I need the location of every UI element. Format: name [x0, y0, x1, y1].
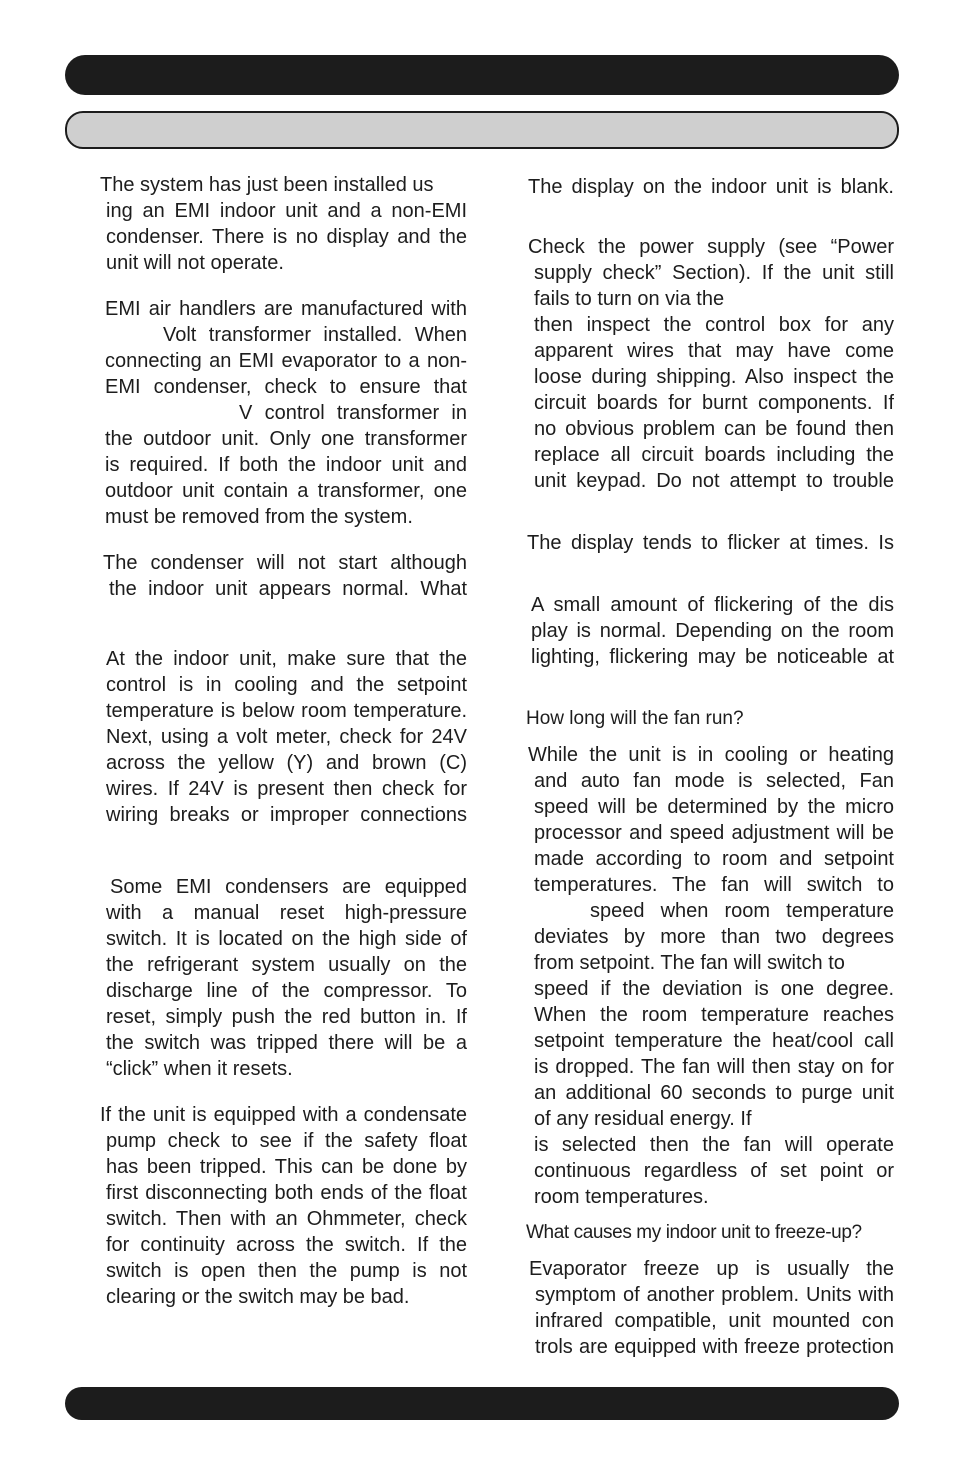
- text-line: an additional 60 seconds to purge unit: [534, 1082, 894, 1104]
- text-line: Check the power supply (see “Power: [528, 236, 894, 258]
- text-line: the switch was tripped there will be a: [106, 1032, 467, 1054]
- answer-condenser: [106, 646, 467, 828]
- text-line: switch. It is located on the high side of: [106, 928, 467, 950]
- text-line: with a manual reset high-pressure: [106, 902, 467, 924]
- text-line: supply check” Section). If the unit still: [534, 262, 894, 284]
- text-line: apparent wires that may have come: [534, 340, 894, 362]
- answer-fan-run: [528, 742, 894, 1210]
- text-line: lighting, flickering may be noticeable at: [531, 646, 894, 668]
- text-line: unit keypad. Do not attempt to trouble: [534, 470, 894, 492]
- text-line: When the room temperature reaches: [534, 1004, 894, 1026]
- question-blank-display: [528, 174, 894, 200]
- text-line: unit will not operate.: [106, 252, 284, 274]
- text-line: V control transformer in: [239, 402, 467, 424]
- text-line: the outdoor unit. Only one transformer: [105, 428, 467, 450]
- text-line: reset, simply push the red button in. If: [106, 1006, 467, 1028]
- question-flicker: [527, 530, 894, 556]
- text-line: switch. Then with an Ohmmeter, check: [106, 1208, 467, 1230]
- question-freeze-up: [526, 1220, 894, 1246]
- text-line: of any residual energy. If: [534, 1108, 752, 1130]
- text-line: speed when room temperature: [590, 900, 894, 922]
- text-line: The condenser will not start although: [103, 552, 467, 574]
- text-line: is selected then the fan will operate: [534, 1134, 894, 1156]
- text-line: speed if the deviation is one degree.: [534, 978, 894, 1000]
- question-no-display: [100, 172, 467, 276]
- text-line: pump check to see if the safety float: [106, 1130, 467, 1152]
- text-line: outdoor unit contain a transformer, one: [105, 480, 467, 502]
- text-line: The system has just been installed us: [100, 174, 434, 196]
- text-line: ing an EMI indoor unit and a non-EMI: [106, 200, 467, 222]
- text-line: fails to turn on via the: [534, 288, 725, 310]
- text-line: made according to room and setpoint: [534, 848, 894, 870]
- text-line: discharge line of the compressor. To: [106, 980, 467, 1002]
- header-bar: [65, 55, 899, 95]
- answer-transformer: [105, 296, 467, 530]
- text-line: setpoint temperature the heat/cool call: [534, 1030, 894, 1052]
- text-line: room temperatures.: [534, 1186, 709, 1208]
- text-line: temperatures. The fan will switch to: [534, 874, 894, 896]
- text-line: How long will the fan run?: [526, 708, 744, 729]
- text-line: connecting an EMI evaporator to a non-: [105, 350, 467, 372]
- text-line: the indoor unit appears normal. What: [109, 578, 467, 600]
- text-line: “click” when it resets.: [106, 1058, 293, 1080]
- text-line: infrared compatible, unit mounted con: [535, 1310, 894, 1332]
- text-line: across the yellow (Y) and brown (C): [106, 752, 467, 774]
- section-title-bar: [65, 111, 899, 149]
- answer-condensate-pump: [100, 1102, 467, 1310]
- text-line: At the indoor unit, make sure that the: [106, 648, 467, 670]
- text-line: Evaporator freeze up is usually the: [529, 1258, 894, 1280]
- text-line: Some EMI condensers are equipped: [110, 876, 467, 898]
- text-line: wiring breaks or improper connections: [106, 804, 467, 826]
- text-line: circuit boards for burnt components. If: [534, 392, 894, 414]
- text-line: EMI air handlers are manufactured with: [105, 298, 467, 320]
- text-line: no obvious problem can be found then: [534, 418, 894, 440]
- text-line: The display on the indoor unit is blank.: [528, 176, 894, 198]
- text-line: deviates by more than two degrees: [534, 926, 894, 948]
- text-line: control is in cooling and the setpoint: [106, 674, 467, 696]
- text-line: The display tends to flicker at times. Is: [527, 532, 894, 554]
- answer-flicker: [531, 592, 894, 670]
- text-line: play is normal. Depending on the room: [531, 620, 894, 642]
- text-line: replace all circuit boards including the: [534, 444, 894, 466]
- text-line: symptom of another problem. Units with: [535, 1284, 894, 1306]
- text-line: trols are equipped with freeze protection: [535, 1336, 894, 1358]
- question-fan-run: [526, 706, 894, 732]
- text-line: If the unit is equipped with a condensate: [100, 1104, 467, 1126]
- text-line: While the unit is in cooling or heating: [528, 744, 894, 766]
- text-line: and auto fan mode is selected, Fan: [534, 770, 894, 792]
- text-line: Next, using a volt meter, check for 24V: [106, 726, 467, 748]
- text-line: A small amount of flickering of the dis: [531, 594, 894, 616]
- text-line: from setpoint. The fan will switch to: [534, 952, 845, 974]
- text-line: What causes my indoor unit to freeze-up?: [526, 1222, 862, 1243]
- text-line: the refrigerant system usually on the: [106, 954, 467, 976]
- text-line: has been tripped. This can be done by: [106, 1156, 467, 1178]
- text-line: clearing or the switch may be bad.: [106, 1286, 410, 1308]
- answer-blank-display: [528, 234, 894, 494]
- text-line: wires. If 24V is present then check for: [106, 778, 467, 800]
- text-line: Volt transformer installed. When: [163, 324, 467, 346]
- text-line: switch is open then the pump is not: [106, 1260, 467, 1282]
- text-line: must be removed from the system.: [105, 506, 413, 528]
- text-line: first disconnecting both ends of the float: [106, 1182, 467, 1204]
- answer-freeze-up: [529, 1256, 894, 1360]
- text-line: is dropped. The fan will then stay on for: [534, 1056, 894, 1078]
- text-line: continuous regardless of set point or: [534, 1160, 894, 1182]
- footer-bar: [65, 1387, 899, 1420]
- question-condenser: [103, 550, 467, 602]
- answer-pressure-switch: [106, 874, 467, 1082]
- text-line: is required. If both the indoor unit and: [105, 454, 467, 476]
- text-line: condenser. There is no display and the: [106, 226, 467, 248]
- text-line: for continuity across the switch. If the: [106, 1234, 467, 1256]
- text-line: loose during shipping. Also inspect the: [534, 366, 894, 388]
- text-line: EMI condenser, check to ensure that: [105, 376, 467, 398]
- text-line: then inspect the control box for any: [534, 314, 894, 336]
- text-line: speed will be determined by the micro: [534, 796, 894, 818]
- text-line: processor and speed adjustment will be: [534, 822, 894, 844]
- text-line: temperature is below room temperature.: [106, 700, 467, 722]
